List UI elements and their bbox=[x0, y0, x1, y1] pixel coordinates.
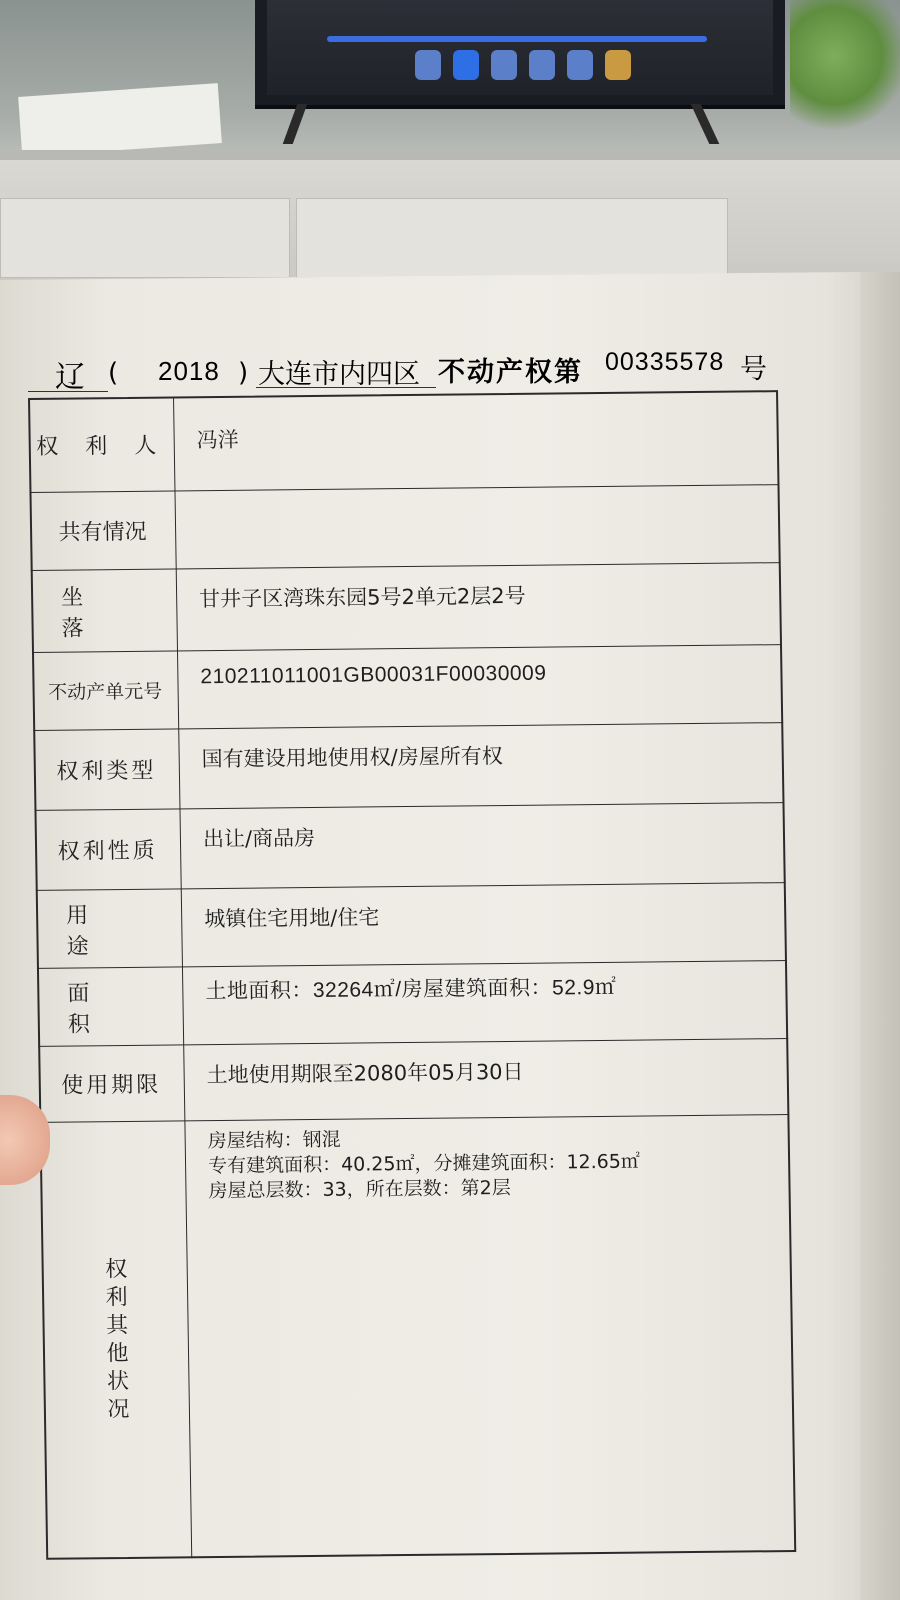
row-right-type bbox=[33, 722, 784, 810]
header-hao: 号 bbox=[740, 354, 767, 385]
value-unit-number: 210211011001GB00031F00030009 bbox=[200, 661, 547, 689]
value-usage: 城镇住宅用地/住宅 bbox=[204, 905, 380, 932]
tv-avatar-icon bbox=[529, 50, 555, 80]
tv-avatar-icon bbox=[605, 50, 631, 80]
row-right-nature bbox=[34, 802, 785, 890]
header-province: 辽 bbox=[55, 360, 85, 395]
other-status-line: 房屋结构：钢混 bbox=[207, 1128, 341, 1153]
row-unit-number bbox=[32, 644, 783, 730]
certificate-number: 00335578 bbox=[605, 348, 725, 376]
background-drawer bbox=[0, 198, 290, 278]
value-area: 土地面积：32264㎡/房屋建筑面积：52.9㎡ bbox=[205, 975, 617, 1004]
other-status-lines bbox=[208, 1125, 641, 1205]
value-right-holder: 冯洋 bbox=[196, 427, 239, 453]
row-term bbox=[38, 1038, 789, 1122]
label-unit-number: 不动产单元号 bbox=[47, 680, 163, 704]
background-plant bbox=[790, 0, 900, 140]
certificate-table bbox=[28, 390, 796, 1560]
row-usage bbox=[36, 882, 787, 968]
other-status-line: 房屋总层数：33，所在层数：第2层 bbox=[208, 1176, 511, 1203]
other-status-line: 专有建筑面积：40.25㎡，分摊建筑面积：12.65㎡ bbox=[207, 1150, 641, 1178]
row-other-status bbox=[39, 1114, 796, 1560]
value-term: 土地使用期限至2080年05月30日 bbox=[206, 1059, 524, 1088]
header-paren-open: ( bbox=[108, 358, 119, 388]
value-right-type: 国有建设用地使用权/房屋所有权 bbox=[201, 744, 503, 772]
label-co-ownership: 共有情况 bbox=[58, 519, 147, 546]
header-city: 大连市内四区 bbox=[258, 359, 420, 390]
label-right-type: 权利类型 bbox=[56, 758, 157, 785]
label-location: 坐 落 bbox=[60, 584, 122, 642]
label-usage: 用 途 bbox=[65, 902, 127, 960]
row-co-ownership bbox=[29, 484, 780, 570]
header-underline bbox=[28, 391, 108, 392]
tv-avatar-icon bbox=[453, 50, 479, 80]
header-year: 2018 bbox=[158, 356, 220, 386]
value-right-nature: 出让/商品房 bbox=[202, 825, 316, 852]
tv-screen bbox=[267, 0, 773, 95]
header-underline bbox=[256, 387, 436, 388]
label-right-holder: 权 利 人 bbox=[36, 433, 167, 460]
row-location bbox=[31, 562, 782, 652]
background-tv bbox=[255, 0, 785, 109]
tv-avatar-icon bbox=[567, 50, 593, 80]
row-area bbox=[37, 960, 788, 1046]
page-edge bbox=[860, 272, 900, 1600]
background-drawer bbox=[296, 198, 728, 278]
header-title: 不动产权第 bbox=[438, 357, 583, 388]
tv-progress-bar bbox=[327, 36, 707, 42]
label-other-status: 权利其他状况 bbox=[101, 1256, 130, 1425]
header-paren-close: ) bbox=[238, 358, 249, 388]
label-term: 使用期限 bbox=[61, 1072, 162, 1099]
label-right-nature: 权利性质 bbox=[57, 838, 158, 865]
tv-avatar-icon bbox=[491, 50, 517, 80]
row-right-holder bbox=[28, 390, 779, 492]
value-location: 甘井子区湾珠东园5号2单元2层2号 bbox=[199, 583, 526, 612]
tv-avatar-icon bbox=[415, 50, 441, 80]
label-area: 面 积 bbox=[67, 980, 129, 1038]
label-other-status-cell bbox=[39, 1121, 191, 1559]
